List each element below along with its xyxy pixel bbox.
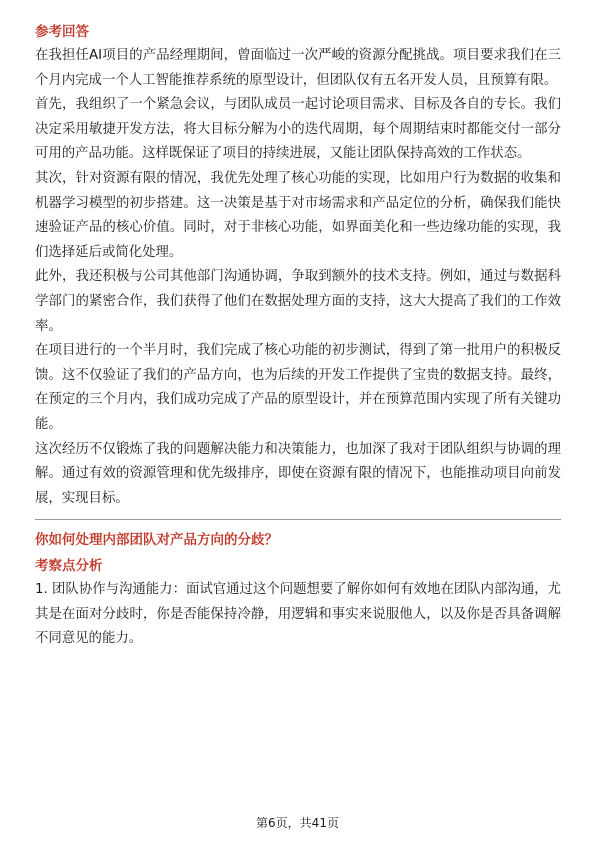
section-heading: 参考回答 — [35, 24, 89, 40]
analysis-paragraph: 1. 团队协作与沟通能力：面试官通过这个问题想要了解你如何有效地在团队内部沟通，尤其是在面对分歧时，你是否能保持冷静，用逻辑和事实来说服他人，以及你是否具备调解不同意见的能力。 — [35, 582, 561, 647]
page-content — [35, 20, 561, 652]
answer-paragraph-2: 首先，我组织了一个紧急会议，与团队成员一起讨论项目需求、目标及各自的专长。我们决定采用敏捷开发方法，将大目标分解为小的迭代周期，每个周期结束时都能交付一部分可用的产品功能。这样既保证了项目的持续进展，又能让团队保持高效的工作状态。 — [35, 97, 561, 162]
answer-paragraph-1: 在我担任AI项目的产品经理期间，曾面临过一次严峻的资源分配挑战。项目要求我们在三个月内完成一个人工智能推荐系统的原型设计，但团队仅有五名开发人员，且预算有限。 — [35, 48, 561, 88]
section-divider — [35, 519, 561, 520]
answer-paragraph-4: 此外，我还积极与公司其他部门沟通协调，争取到额外的技术支持。例如，通过与数据科学部门的紧密合作，我们获得了他们在数据处理方面的支持，这大大提高了我们的工作效率。 — [35, 269, 561, 334]
answer-paragraph-3: 其次，针对资源有限的情况，我优先处理了核心功能的实现，比如用户行为数据的收集和机器学习模型的初步搭建。这一决策是基于对市场需求和产品定位的分析，确保我们能快速验证产品的核心价值。同时，对于非核心功能，如界面美化和一些边缘功能的实现，我们选择延后或简化处理。 — [35, 170, 561, 260]
question-title: 你如何处理内部团队对产品方向的分歧？ — [35, 532, 278, 549]
analysis-heading: 考察点分析 — [35, 558, 103, 575]
answer-paragraph-6: 这次经历不仅锻炼了我的问题解决能力和决策能力，也加深了我对于团队组织与协调的理解。通过有效的资源管理和优先级排序，即使在资源有限的情况下，也能推动项目向前发展，实现目标。 — [35, 441, 561, 506]
answer-paragraph-5: 在项目进行的一个半月时，我们完成了核心功能的初步测试，得到了第一批用户的积极反馈。这不仅验证了我们的产品方向，也为后续的开发工作提供了宝贵的数据支持。最终，在预定的三个月内，我们成功完成了产品的原型设计，并在预算范围内实现了所有关键功能。 — [35, 343, 561, 432]
page-footer: 第6页，共41页 — [256, 816, 339, 830]
